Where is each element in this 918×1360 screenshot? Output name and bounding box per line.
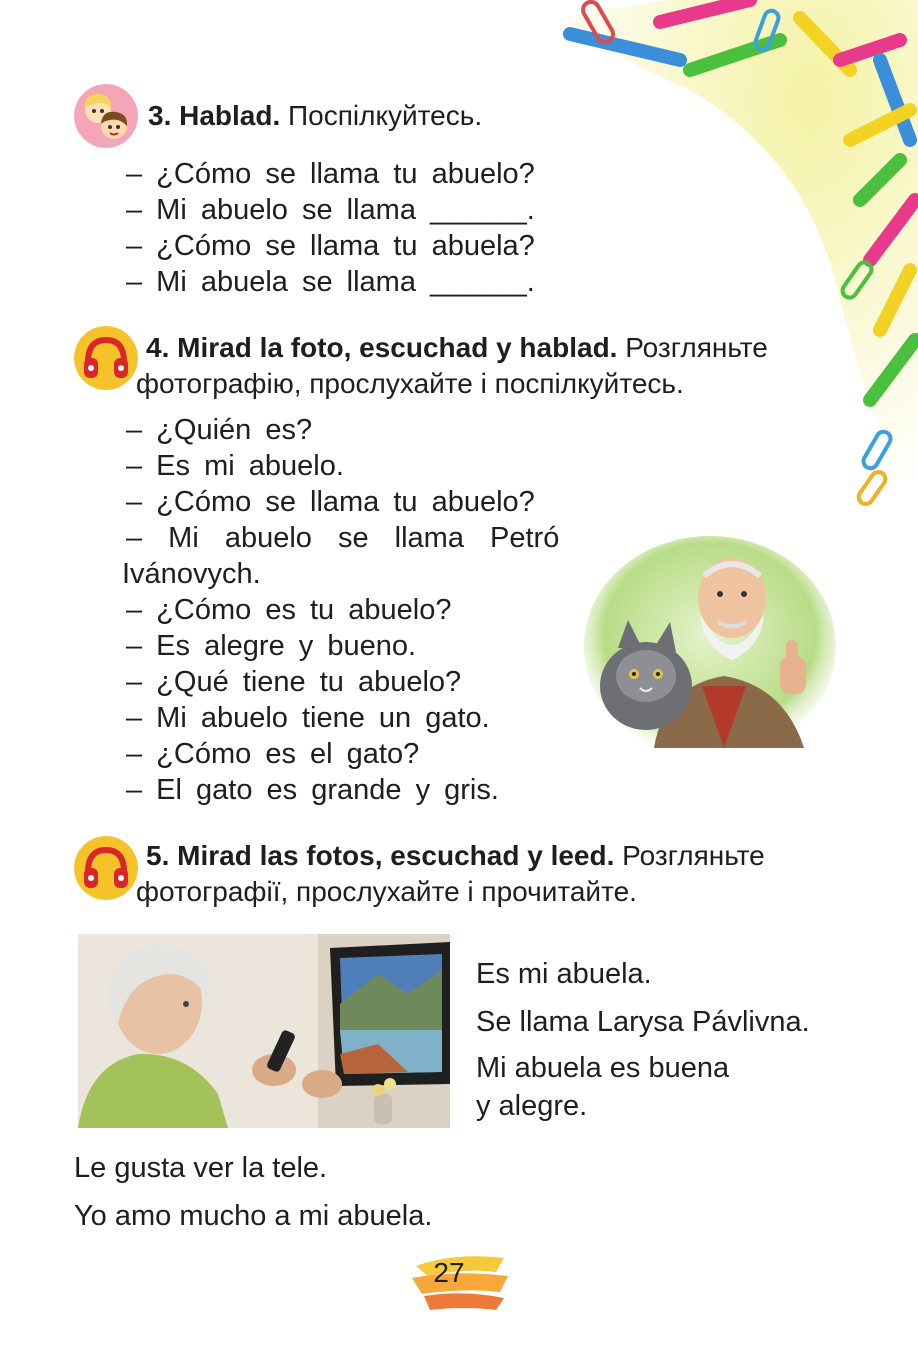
dialogue-line: – ¿Cómo se llama tu abuela? <box>126 230 535 262</box>
reading-line: y alegre. <box>476 1090 588 1122</box>
dialogue-line: – ¿Cómo es tu abuelo? <box>126 594 452 626</box>
reading-line: Le gusta ver la tele. <box>74 1152 328 1184</box>
section-3-title-bold: 3. Hablad. <box>148 100 281 131</box>
section-5-heading <box>146 838 765 874</box>
dialogue-line: – El gato es grande y gris. <box>126 774 499 806</box>
section-4-title-rest: Розгляньте <box>617 332 768 363</box>
reading-line: Se llama Larysa Pávlivna. <box>476 1006 810 1038</box>
section-4-heading <box>146 330 768 366</box>
dialogue-line: – ¿Qué tiene tu abuelo? <box>126 666 462 698</box>
page-number: 27 <box>433 1257 465 1288</box>
section-4-heading-line2: фотографію, прослухайте і поспілкуйтесь. <box>136 368 684 399</box>
section-3-heading <box>148 98 482 134</box>
dialogue-line: – Mi abuela se llama ______. <box>126 266 535 298</box>
pencils-decoration <box>540 0 918 520</box>
dialogue-line: – ¿Cómo se llama tu abuelo? <box>126 158 535 190</box>
dialogue-line: – Es alegre y bueno. <box>126 630 417 662</box>
dialogue-line: Ivánovych. <box>122 558 261 590</box>
dialogue-line: – Mi abuelo se llama ______. <box>126 194 535 226</box>
reading-line: Es mi abuela. <box>476 958 652 990</box>
dialogue-line: – Es mi abuelo. <box>126 450 344 482</box>
section-5-title-rest: Розгляньте <box>614 840 765 871</box>
grandfather-with-cat-photo <box>584 536 836 748</box>
section-5-title-bold: 5. Mirad las fotos, escuchad y leed. <box>146 840 615 871</box>
dialogue-line: – Mi abuelo se llama Petró <box>126 522 560 554</box>
dialogue-line: – ¿Cómo es el gato? <box>126 738 420 770</box>
section-3-title-rest: Поспілкуйтесь. <box>280 100 483 131</box>
dialogue-line: – ¿Cómo se llama tu abuelo? <box>126 486 535 518</box>
children-faces-icon <box>74 84 138 148</box>
section-4-title-bold: 4. Mirad la foto, escuchad y hablad. <box>146 332 618 363</box>
headphones-icon[interactable] <box>74 326 138 390</box>
grandmother-watching-tv-photo <box>78 934 450 1128</box>
reading-line: Yo amo mucho a mi abuela. <box>74 1200 433 1232</box>
section-5-heading-line2: фотографії, прослухайте і прочитайте. <box>136 876 637 907</box>
reading-line: Mi abuela es buena <box>476 1052 730 1084</box>
dialogue-line: – Mi abuelo tiene un gato. <box>126 702 490 734</box>
headphones-icon[interactable] <box>74 836 138 900</box>
dialogue-line: – ¿Quién es? <box>126 414 313 446</box>
